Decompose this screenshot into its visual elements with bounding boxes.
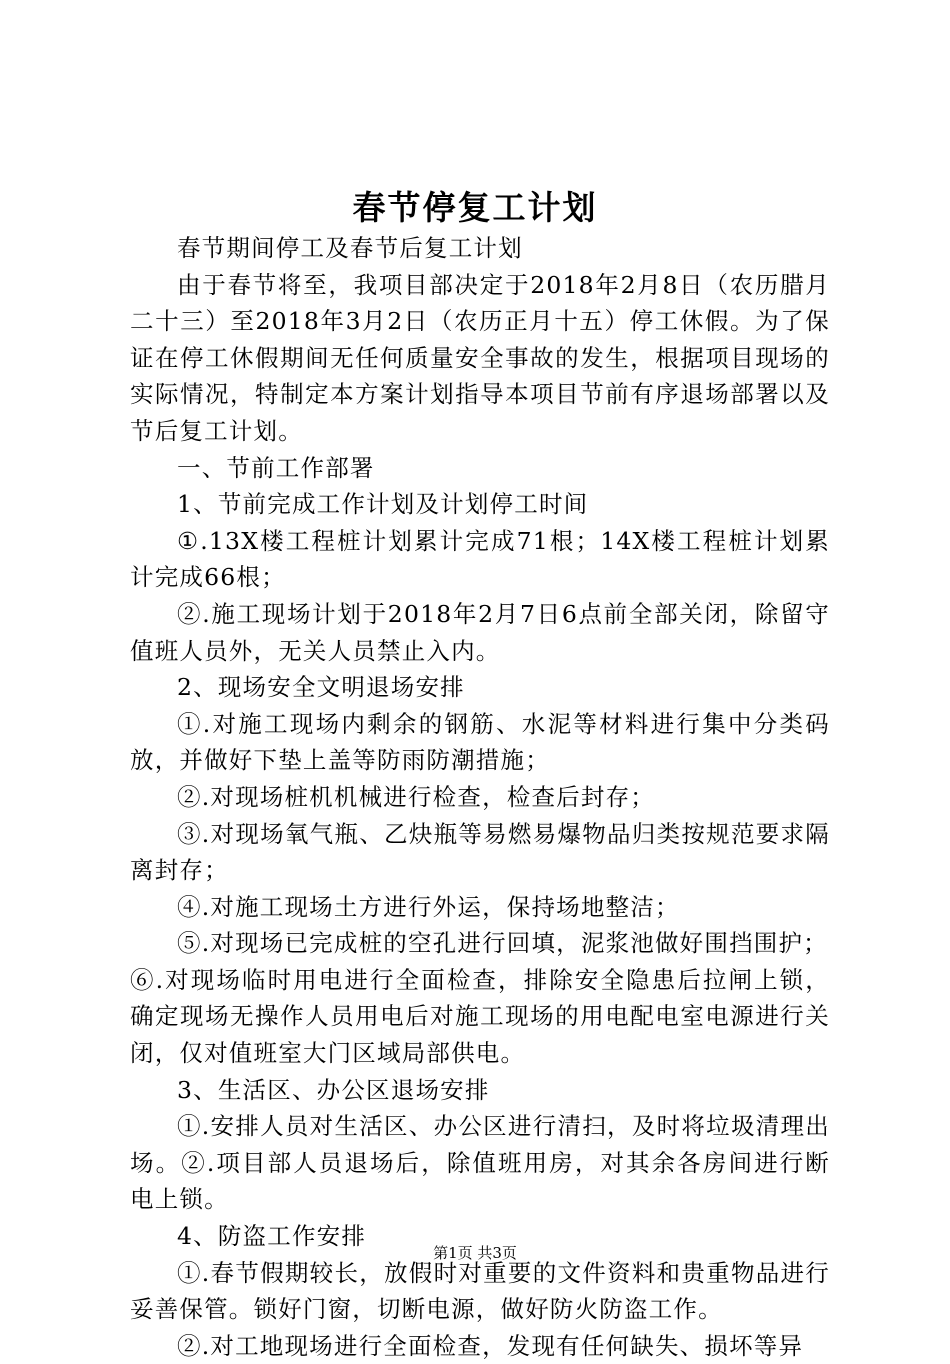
paragraph: ②.对工地现场进行全面检查，发现有任何缺失、损坏等异 — [177, 1331, 804, 1360]
paragraph: ①.对施工现场内剩余的钢筋、水泥等材料进行集中分类码放，并做好下垫上盖等防雨防潮措施； — [130, 709, 830, 775]
paragraph: 1、节前完成工作计划及计划停工时间 — [177, 490, 589, 519]
document-title: 春节停复工计划 — [352, 188, 598, 227]
paragraph: 2、现场安全文明退场安排 — [177, 673, 465, 702]
page-footer: 第1页 共3页 — [433, 1244, 517, 1262]
paragraph: 4、防盗工作安排 — [177, 1222, 367, 1251]
paragraph: ⑤.对现场已完成桩的空孔进行回填，泥浆池做好围挡围护； — [177, 929, 828, 958]
paragraph: 春节期间停工及春节后复工计划 — [177, 234, 523, 262]
paragraph: ⑥.对现场临时用电进行全面检查，排除安全隐患后拉闸上锁，确定现场无操作人员用电后对施工现场的用电配电室电源进行关闭，仅对值班室大门区域局部供电。 — [130, 965, 830, 1068]
paragraph: ②.对现场桩机机械进行检查，检查后封存； — [177, 782, 655, 811]
paragraph: ①.安排人员对生活区、办公区进行清扫，及时将垃圾清理出场。②.项目部人员退场后，除值班用房，对其余各房间进行断电上锁。 — [130, 1112, 830, 1214]
document-body — [130, 230, 830, 1364]
paragraph: 3、生活区、办公区退场安排 — [177, 1075, 490, 1104]
paragraph: ②.施工现场计划于2018年2月7日6点前全部关闭，除留守值班人员外，无关人员禁止入内。 — [130, 599, 830, 665]
paragraph: ④.对施工现场土方进行外运，保持场地整洁； — [177, 892, 680, 921]
paragraph: 一、节前工作部署 — [177, 453, 375, 482]
paragraph: ③.对现场氧气瓶、乙炔瓶等易燃易爆物品归类按规范要求隔离封存； — [130, 819, 830, 885]
paragraph: ①.13X楼工程桩计划累计完成71根；14X楼工程桩计划累计完成66根； — [130, 526, 830, 592]
paragraph: ①.春节假期较长，放假时对重要的文件资料和贵重物品进行妥善保管。锁好门窗，切断电源，做好防火防盗工作。 — [130, 1258, 830, 1324]
paragraph: 由于春节将至，我项目部决定于2018年2月8日（农历腊月二十三）至2018年3月2日（农历正月十五）停工休假。为了保证在停工休假期间无任何质量安全事故的发生，根据项目现场的实际情况，特制定本方案计划指导本项目节前有序退场部署以及节后复工计划。 — [130, 270, 830, 445]
